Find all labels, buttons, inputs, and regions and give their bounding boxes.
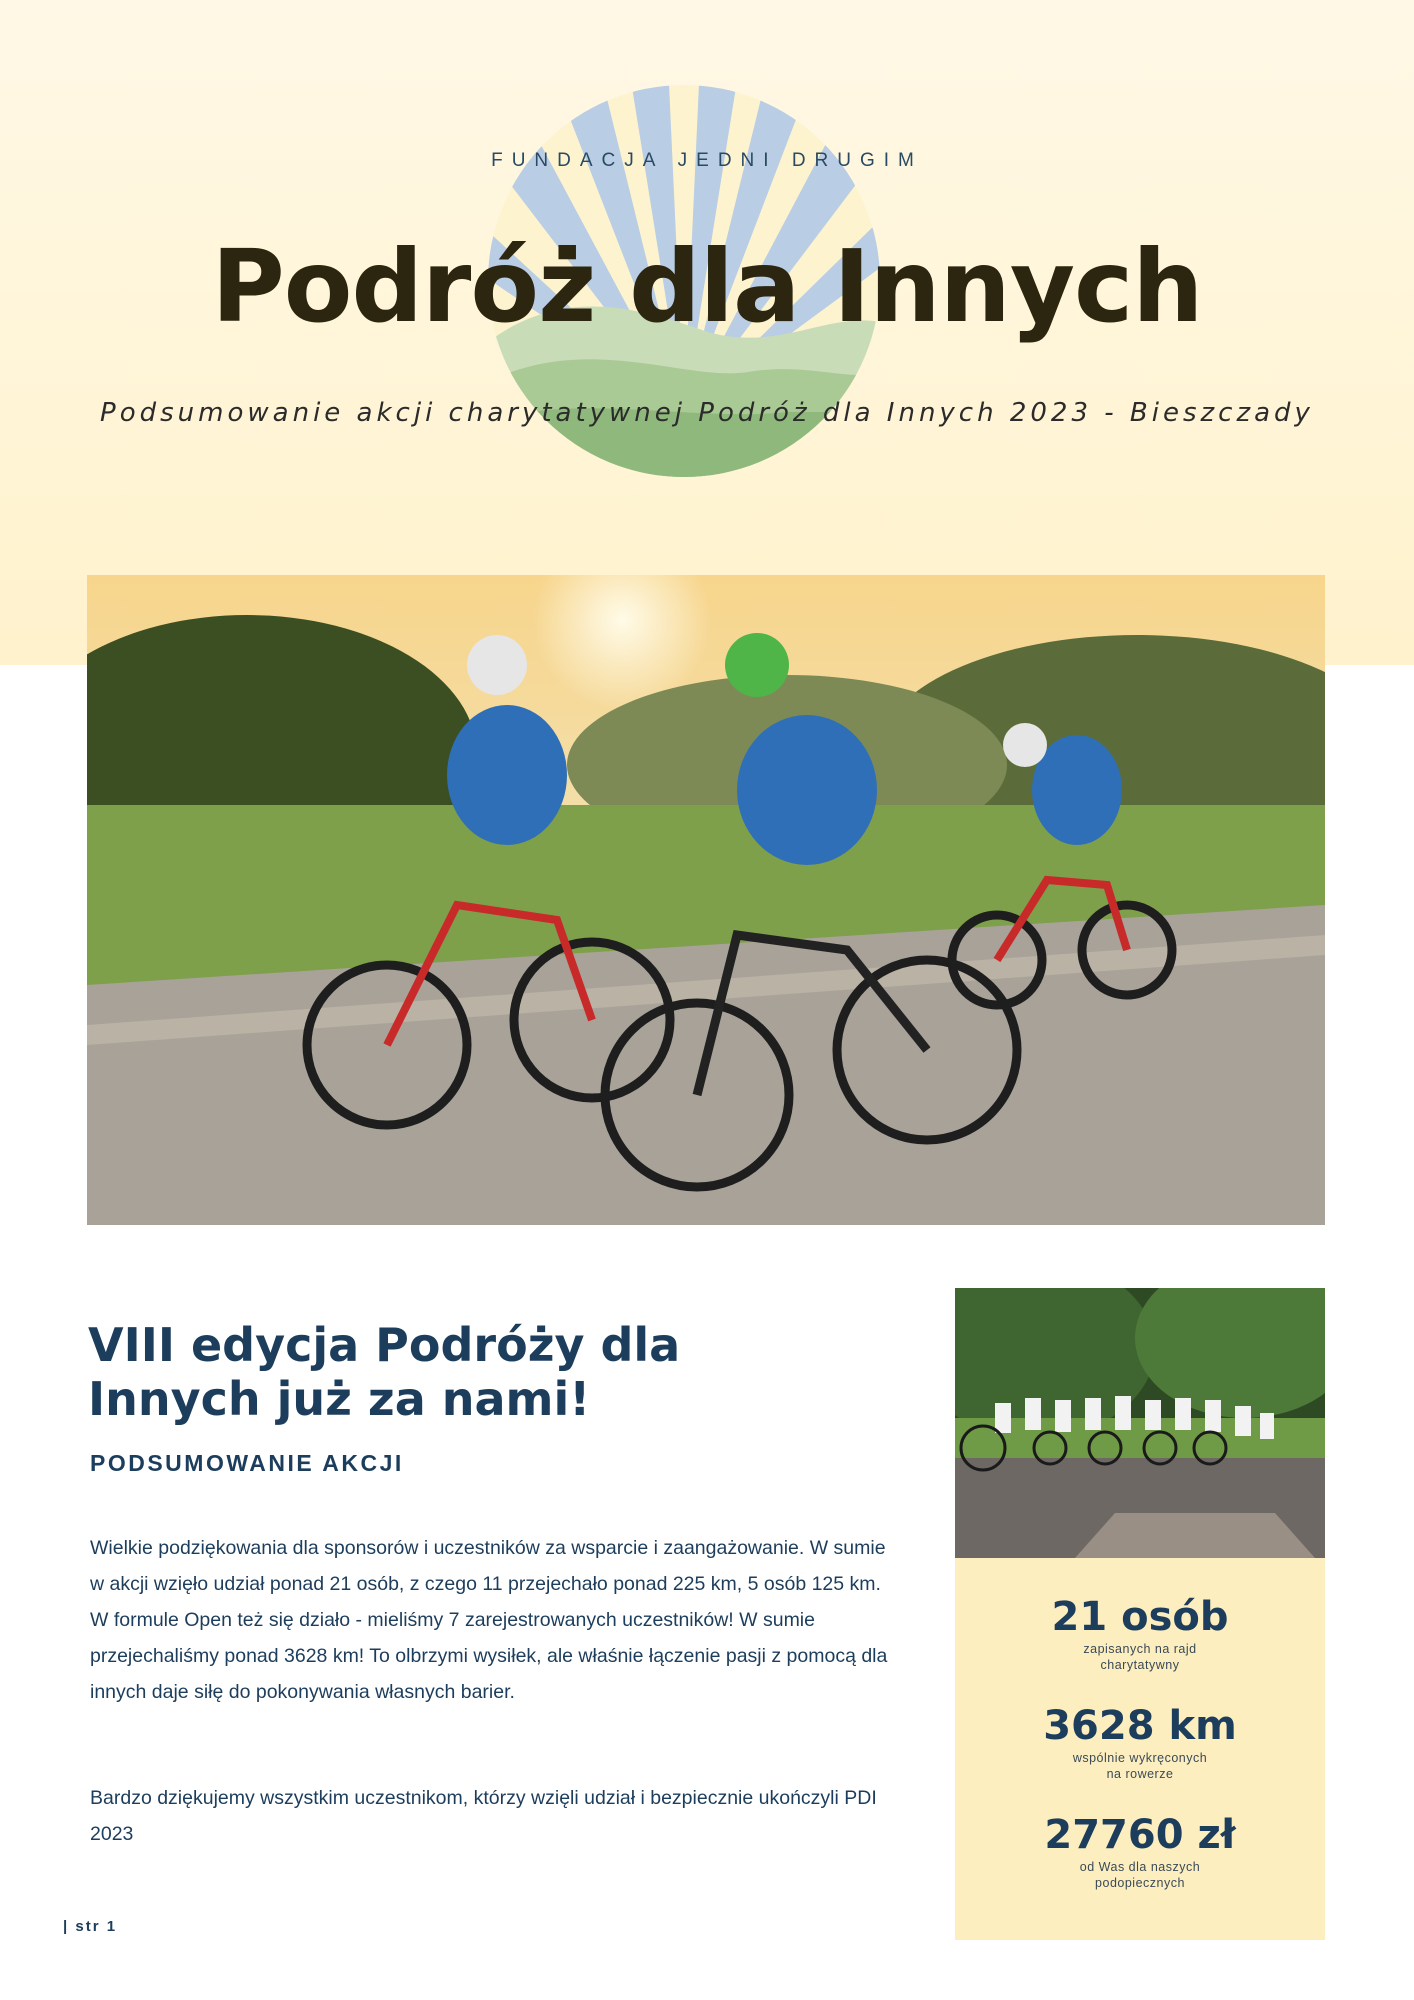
stat-funds [955,1811,1325,1891]
article-heading: VIII edycja Podróży dla Innych już za nami! [88,1318,681,1426]
stat-label: podopiecznych [1095,1876,1185,1890]
stat-value: 3628 km [1043,1703,1237,1749]
stat-label: charytatywny [1100,1658,1180,1672]
page-title: Podróż dla Innych [211,228,1203,345]
organization-name: FUNDACJA JEDNI DRUGIM [491,150,923,171]
page-subtitle: Podsumowanie akcji charytatywnej Podróż dla Innych 2023 - Bieszczady [100,398,1314,428]
stat-distance [955,1702,1325,1782]
stat-label: wspólnie wykręconych [1072,1751,1208,1765]
stat-label: zapisanych na rajd [1083,1642,1197,1656]
hero-cycling-photo [87,575,1325,1225]
article-paragraph-2: Bardzo dziękujemy wszystkim uczestnikom, którzy wzięli udział i bezpiecznie ukończyli PDI 2023 [90,1787,877,1845]
section-kicker: PODSUMOWANIE AKCJI [90,1450,404,1476]
stat-label: na rowerze [1106,1767,1174,1781]
stat-value: 27760 zł [1044,1812,1236,1858]
stats-panel [955,1558,1325,1940]
article-paragraph-1: Wielkie podziękowania dla sponsorów i uczestników za wsparcie i zaangażowanie. W sumie w akcji wzięło udział ponad 21 osób, z czego 11 przejechało ponad 225 km, 5 osób 125 km. W formule Open też się działo - mieliśmy 7 zarejestrowanych uczestników! W sumie przejechaliśmy ponad 3628 km! To olbrzymi wysiłek, ale właśnie łączenie pasji z pomocą dla innych daje siłę do pokonywania własnych barier. [90,1537,888,1703]
stat-participants [955,1593,1325,1673]
stat-label: od Was dla naszych [1079,1860,1201,1874]
page-number: | str 1 [63,1918,118,1935]
group-photo [955,1288,1325,1558]
stat-value: 21 osób [1051,1594,1229,1640]
